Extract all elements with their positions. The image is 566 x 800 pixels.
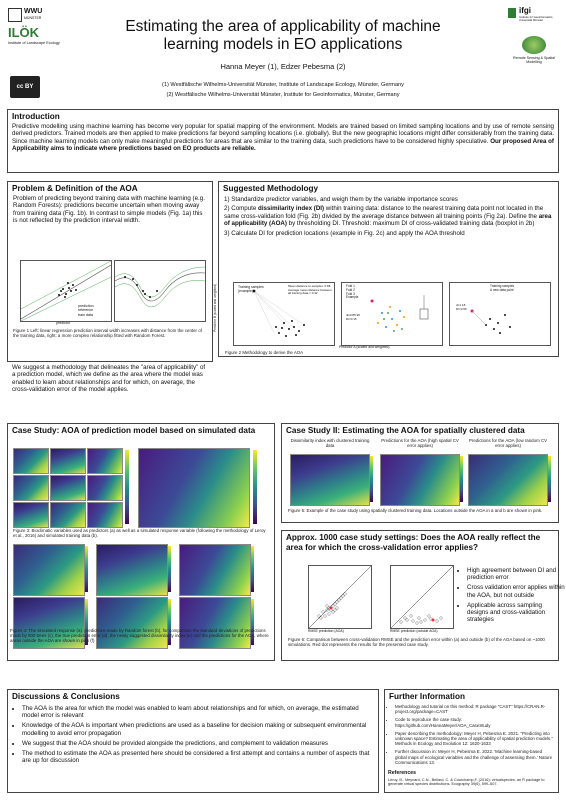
fig3-response-map bbox=[138, 448, 250, 528]
ifgi-logo bbox=[508, 6, 560, 32]
case1-heading: Case Study: AOA of prediction model based on simulated data bbox=[12, 426, 256, 435]
methodology-panel bbox=[212, 181, 559, 357]
iloek-logo-sub: Institute of Landscape Ecology bbox=[8, 41, 60, 45]
introduction-panel bbox=[7, 109, 559, 173]
introduction-heading: Introduction bbox=[12, 112, 60, 121]
fig3-map-8 bbox=[50, 502, 86, 528]
fig5-colorbar-c bbox=[548, 456, 551, 502]
fig2b-note: dist=85.95 DI=0.15 bbox=[346, 313, 360, 321]
further-item-4: • Further discussion in: Meyer H, Pebesma E. 2022. 'Machine learning-based global maps of ecological variables and the challenge of assessing them.' Nature Communications 13. bbox=[395, 749, 554, 765]
case1-panel bbox=[7, 423, 275, 661]
problem-heading: Problem & Definition of the AOA bbox=[12, 184, 138, 193]
case2-bullet-2: • Cross validation error applies within the AOA, but not outside bbox=[467, 584, 565, 598]
fig3-map-2 bbox=[50, 448, 86, 474]
problem-text-2: We suggest a methodology that delineates the "area of applicability" of a prediction model, which we define as the area where the model was enabled to learn about relationships and for which, on average, the cross-validation error of the model applies. bbox=[12, 364, 206, 394]
fig2b-legend bbox=[346, 285, 358, 300]
fig3-map-3 bbox=[87, 448, 123, 474]
ifgi-logo-sub: Institute for Geoinformatics, Universität Münster bbox=[519, 15, 554, 23]
wwu-logo-sub: MÜNSTER bbox=[24, 16, 42, 20]
ifgi-logo-mark bbox=[508, 8, 516, 18]
affiliation-1: (1) Westfälische Wilhelms-Universität Münster, Institute of Landscape Ecology, Münster, Germany bbox=[162, 82, 404, 88]
discussion-item-3: • We suggest that the AOA should be provided alongside the predictions, and complement to validation measures bbox=[22, 740, 372, 747]
iloek-logo-text: ILÖK bbox=[8, 25, 40, 40]
rs-logo bbox=[510, 36, 558, 72]
fig4-colorbar-b bbox=[168, 546, 171, 592]
fig2b-legend-fold2: Fold 2 bbox=[346, 287, 355, 292]
fig2c-legend bbox=[490, 285, 514, 293]
further-item-2: • Code to reproduce the case study: https://github.com/HannaMeyer/AOA_CaseStudy bbox=[395, 717, 554, 727]
fig1b-svg bbox=[115, 261, 205, 321]
case2-bullet-3: • Applicable across sampling designs and cross-validation strategies bbox=[467, 602, 565, 624]
method-step-2-mid: within training data: distance to the nearest training data point not located in the same cross-validation fold (Fig. 2b) divided by the average distance between all training points (Fig 2a). Define the bbox=[224, 205, 544, 220]
fig3-map-6 bbox=[87, 475, 123, 501]
introduction-text bbox=[8, 123, 558, 153]
fig2a-note: Mean distance to samples: 0.86 Average mean distance between all training data = 0.42 bbox=[288, 284, 332, 296]
fig2b-legend-example: Example bbox=[346, 295, 359, 300]
fig1a-svg bbox=[21, 261, 111, 321]
fig6-caption: Figure 6: Comparison between cross-validation RMSE and the prediction error within (a) and outside (b) of the AOA based on ~1000 simulations. Red dot represents the results for the presented case study. bbox=[288, 637, 545, 648]
fig3-map-9 bbox=[87, 502, 123, 528]
discussion-item-4: • The method to estimate the AOA as presented here should be considered a first attempt and contains a number of aspects that are up for discussion bbox=[22, 750, 372, 764]
fig1-legend-reference: reference bbox=[78, 308, 94, 313]
further-item-3: • Paper describing the methodology: Meyer H, Pebesma E. 2021. "Predicting into unknown space? Estimating the area of applicability of spatial prediction models." Methods in Ecology and Evolution 12: 1620-1633 bbox=[395, 731, 554, 747]
case2-heading: Case Study II: Estimating the AOA for spatially clustered data bbox=[286, 426, 525, 435]
fig4-colorbar-a bbox=[85, 546, 88, 592]
discussion-item-2: • Knowledge of the AOA is important when predictions are used as a baseline for decision making or subsequent environmental modelling to avoid error propagation bbox=[22, 722, 372, 736]
fig3-map-4 bbox=[13, 475, 49, 501]
fig2b-legend-fold1: Fold 1 bbox=[346, 284, 355, 288]
method-step-1: 1) Standardize predictor variables, and weigh them by the variable importance scores bbox=[224, 196, 458, 203]
fig2b-plot bbox=[341, 282, 443, 346]
fig5-caption: Figure 5: Example of the case study using spatially clustered training data. Locations outside the AOA in a and b are shown in pink. bbox=[288, 508, 543, 513]
further-item-1: • Methodology and tutorial on this method: R package "CAST" https://CRAN.R-project.org/package=CAST bbox=[395, 704, 554, 714]
fig4-map-b bbox=[96, 544, 168, 596]
authors: Hanna Meyer (1), Edzer Pebesma (2) bbox=[220, 62, 346, 71]
references-text: Leroy, B., Meynard, C.N., Bellard, C. & Courchamp,F. (2016): virtualspecies, an R package to generate virtual species distributions. Ecography 39(6), 599–607. bbox=[388, 778, 545, 787]
introduction-bold: Our proposed Area of Applicability aims to indicate where predictions based on EO products are reliable. bbox=[12, 137, 554, 153]
rs-logo-text: Remote Sensing & Spatial Modelling bbox=[513, 56, 555, 65]
methodology-heading: Suggested Methodology bbox=[223, 184, 319, 193]
fig4-map-a bbox=[13, 544, 85, 596]
fig1b-plot bbox=[114, 260, 206, 322]
problem-text: Problem of predicting beyond training data with machine learning (e.g. Random Forests): predictions become uncertain when moving away from training data (Fig. 1b). In contrast to simple models (Fig. 1a) this is not reflected by the prediction interval width. bbox=[13, 195, 205, 225]
discussion-list bbox=[8, 703, 378, 764]
introduction-body: Predictive modelling using machine learning has become very popular for spatial mapping of the environment. Models are trained based on limited sampling locations and by use of remote sensing derived predictors. Trained models are then applied to make predictions far beyond sampling locations (i.e. globally). But the new geographic locations might differ considerably from the training data. Since machine learning models can only make meaningful predictions for areas that are similar to the training data, such predictions have to be considered highly speculative. bbox=[12, 123, 554, 145]
fig5-map-b bbox=[380, 454, 460, 506]
rs-logo-mark bbox=[522, 36, 546, 54]
fig2-xlabel: Predictor A (scaled and weighted) bbox=[339, 345, 390, 349]
fig5-map-c bbox=[468, 454, 548, 506]
fig3-map-5 bbox=[50, 475, 86, 501]
references-heading: References bbox=[388, 770, 416, 776]
fig1a-plot bbox=[20, 260, 112, 322]
fig4-caption: Figure 4: The simulated response (a), predictions made by Random forest (b), for comparison the standard deviations of predictions made by 500 trees (c), the true prediction error (d), the newly suggested dissimilarity index (e) and the predictions for the AOA, where areas outside the AOA are shown in pink (f) bbox=[10, 628, 269, 644]
fig2c-legend-train: Training samples bbox=[490, 284, 515, 288]
fig6a-xlabel: RMSE prediction (AOA) bbox=[308, 629, 344, 633]
discussion-item-1: • The AOA is the area for which the model was enabled to learn about relationships and for which, on average, the estimated model error is relevant bbox=[22, 705, 372, 719]
case2-sub-a: Dissimilarity index with clustered training data bbox=[290, 438, 370, 449]
fig1-legend-train: train data bbox=[78, 312, 93, 317]
method-step-2-pre: 2) Compute bbox=[224, 205, 259, 213]
fig3-colorbar-a bbox=[125, 450, 129, 524]
fig6b-xlabel: RMSE prediction (outside AOA) bbox=[390, 629, 438, 633]
fig2a-legend: Training samples (example) bbox=[238, 285, 264, 293]
method-step-2-bold2: area of applicability (AOA) bbox=[224, 212, 552, 228]
fig6b-plot bbox=[390, 565, 454, 629]
ifgi-logo-text: ifgi bbox=[519, 6, 531, 15]
case2-bullet-1: • High agreement between DI and prediction error bbox=[467, 567, 565, 581]
case2-panel bbox=[281, 423, 559, 523]
fig5-colorbar-a bbox=[370, 456, 373, 502]
poster-title: Estimating the area of applicability of machine learning models in EO applications bbox=[125, 18, 441, 53]
fig2-caption: Figure 2 Methodology to derive the AOA bbox=[225, 350, 304, 355]
fig2-ylabel: Predictor B (scaled and weighted) bbox=[212, 284, 217, 332]
fig6b-svg bbox=[391, 566, 453, 628]
case2-bullets bbox=[458, 567, 565, 626]
fig6a-plot bbox=[308, 565, 372, 629]
method-step-2-post: by thresholding DI. Threshold: maximum DI of cross-validated training data (boxplot in 2b) bbox=[286, 220, 535, 228]
fig4-map-c bbox=[179, 544, 251, 596]
fig1-caption: Figure 1 Left: linear regression prediction interval width increases with distance from the center of the training data, right: a more complex relationship fitted with Random Forest. bbox=[13, 328, 202, 339]
fig1-xlabel: predictor bbox=[56, 321, 70, 325]
case2-question: Approx. 1000 case study settings: Does the AOA really reflect the area for which the cross-validation error applies? bbox=[286, 533, 541, 552]
method-step-3: 3) Calculate DI for prediction locations (example in Fig. 2c) and apply the AOA threshold bbox=[224, 229, 465, 237]
affiliation-2: (2) Westfälische Wilhelms-Universität Münster, Institute for Geoinformatics, Münster, Germany bbox=[166, 92, 400, 98]
fig2c-note: d=1.18 DI=0.59 bbox=[456, 303, 467, 311]
license-badge: cc BY bbox=[10, 76, 40, 98]
fig2b-legend-fold3: Fold 3 bbox=[346, 291, 355, 296]
case2-sub-c: Predictions for the AOA (low random CV error applies) bbox=[468, 438, 548, 449]
fig2c-legend-new: A new data point bbox=[490, 287, 514, 292]
fig5-colorbar-b bbox=[460, 456, 463, 502]
fig6a-svg bbox=[309, 566, 371, 628]
further-list bbox=[385, 703, 558, 765]
fig4-colorbar-c bbox=[251, 546, 254, 592]
case2-results-panel bbox=[281, 530, 565, 661]
case2-sub-b: Predictions for the AOA (high spatial CV error applies) bbox=[381, 438, 459, 449]
method-step-2 bbox=[219, 204, 558, 228]
wwu-logo-text: WWU bbox=[24, 8, 43, 15]
fig3-colorbar-b bbox=[253, 450, 257, 524]
fig5-map-a bbox=[290, 454, 370, 506]
further-info-panel bbox=[384, 689, 559, 793]
problem-panel bbox=[7, 181, 213, 362]
fig2a-plot bbox=[233, 282, 335, 346]
fig3-caption: Figure 3: Bioclimatic variables used as predictors (a) as well as a simulated response variable (following the methodology of Leroy et al., 2016) and simulated training data (b). bbox=[13, 528, 266, 539]
method-step-2-bold: dissimilarity index (DI) bbox=[258, 205, 325, 213]
fig3-map-7 bbox=[13, 502, 49, 528]
wwu-logo-mark bbox=[8, 8, 22, 22]
fig1-legend bbox=[78, 304, 94, 317]
discussion-panel bbox=[7, 689, 379, 793]
fig3-map-1 bbox=[13, 448, 49, 474]
fig1-legend-prediction: prediction bbox=[78, 304, 94, 308]
fig2c-plot bbox=[449, 282, 551, 346]
further-heading: Further Information bbox=[389, 692, 465, 701]
wwu-logo bbox=[8, 8, 68, 48]
discussion-heading: Discussions & Conclusions bbox=[12, 692, 120, 701]
